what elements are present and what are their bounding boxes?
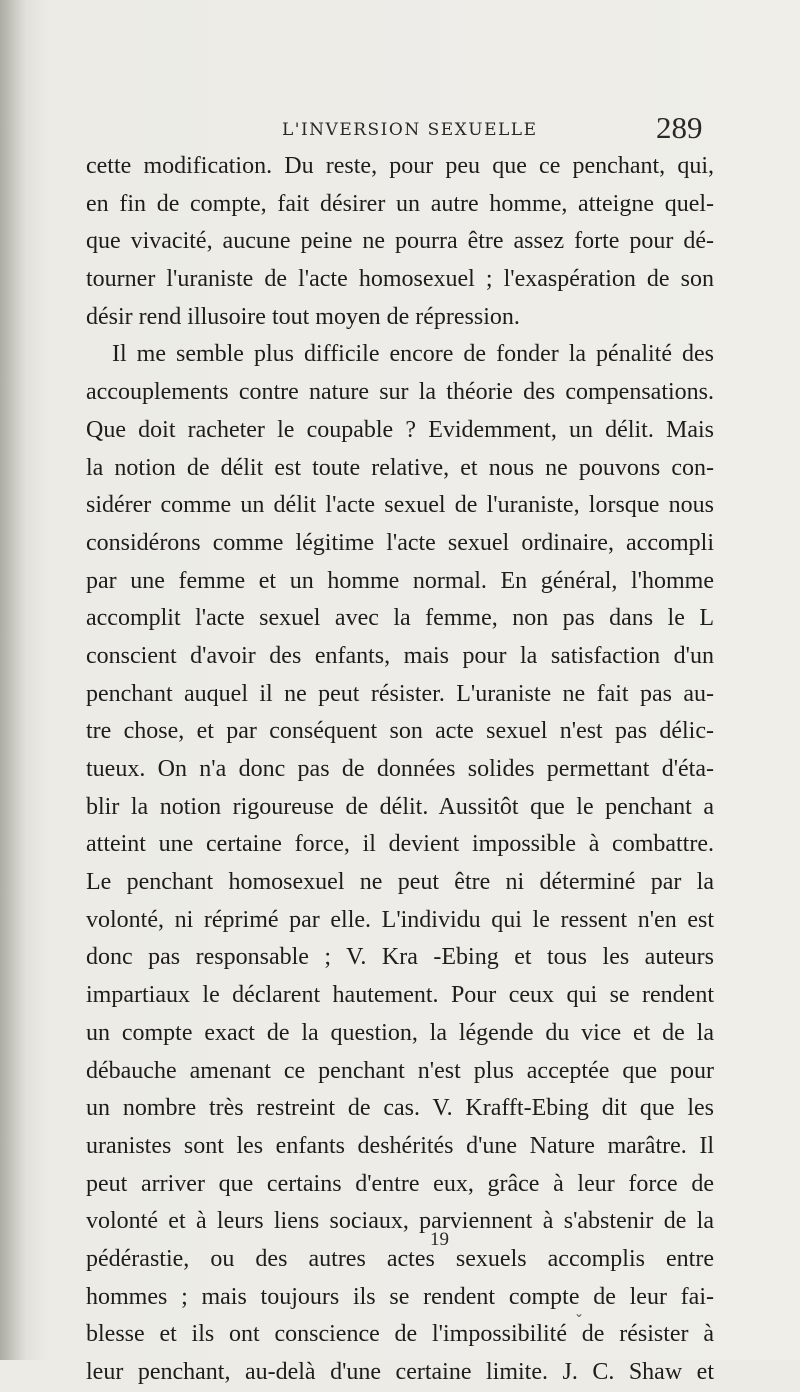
text-line: désir rend illusoire tout moyen de répression. xyxy=(86,303,520,330)
text-line: un nombre très restreint de cas. V. Krafft-Ebing dit que les xyxy=(86,1095,714,1122)
text-line: tre chose, et par conséquent son acte sexuel n'est pas délic- xyxy=(86,718,714,745)
text-line: blesse et ils ont conscience de l'impossibilité de résister à xyxy=(86,1321,714,1348)
text-line: impartiaux le déclarent hautement. Pour ceux qui se rendent xyxy=(86,982,714,1009)
text-line: la notion de délit est toute relative, et nous ne pouvons con- xyxy=(86,454,714,481)
text-line: peut arriver que certains d'entre eux, grâce à leur force de xyxy=(86,1170,714,1197)
signature-mark: 19 xyxy=(430,1229,449,1250)
text-line: blir la notion rigoureuse de délit. Aussitôt que le penchant a xyxy=(86,793,714,820)
text-line: par une femme et un homme normal. En général, l'homme xyxy=(86,567,714,594)
text-line: uranistes sont les enfants deshérités d'une Nature marâtre. Il xyxy=(86,1132,714,1159)
text-line: leur penchant, au-delà d'une certaine limite. J. C. Shaw et xyxy=(86,1359,714,1385)
text-line: Le penchant homosexuel ne peut être ni déterminé par la xyxy=(86,869,714,896)
text-line: cette modification. Du reste, pour peu que ce penchant, qui, xyxy=(86,153,714,179)
text-line: en fin de compte, fait désirer un autre homme, atteigne quel- xyxy=(86,190,714,217)
text-line: Que doit racheter le coupable ? Evidemment, un délit. Mais xyxy=(86,416,714,443)
text-line: volonté, ni réprimé par elle. L'individu qui le ressent n'en est xyxy=(86,906,714,933)
text-line: considérons comme légitime l'acte sexuel ordinaire, accompli xyxy=(86,529,714,556)
text-line: Il me semble plus difficile encore de fonder la pénalité des xyxy=(112,341,714,368)
text-line: penchant auquel il ne peut résister. L'uraniste ne fait pas au- xyxy=(86,680,714,707)
text-line: pédérastie, ou des autres actes sexuels accomplis entre xyxy=(86,1245,714,1272)
text-line: conscient d'avoir des enfants, mais pour la satisfaction d'un xyxy=(86,642,714,669)
page-number: 289 xyxy=(656,110,703,145)
tick-mark: ⌄ xyxy=(574,1306,585,1320)
text-line: débauche amenant ce penchant n'est plus acceptée que pour xyxy=(86,1057,714,1084)
text-line: tourner l'uraniste de l'acte homosexuel ; l'exaspération de son xyxy=(86,266,714,293)
text-line: un compte exact de la question, la légende du vice et de la xyxy=(86,1019,714,1046)
text-line: hommes ; mais toujours ils se rendent compte de leur fai- xyxy=(86,1283,714,1310)
gutter-shadow xyxy=(0,0,26,1360)
body-text xyxy=(86,148,714,1392)
text-line: tueux. On n'a donc pas de données solides permettant d'éta- xyxy=(86,756,714,782)
running-head xyxy=(0,108,800,148)
text-line: volonté et à leurs liens sociaux, parviennent à s'abstenir de la xyxy=(86,1208,714,1235)
text-line: que vivacité, aucune peine ne pourra être assez forte pour dé- xyxy=(86,228,714,255)
text-line: donc pas responsable ; V. Kra -Ebing et tous les auteurs xyxy=(86,944,714,971)
text-line: accomplit l'acte sexuel avec la femme, non pas dans le L xyxy=(86,605,714,632)
text-line: sidérer comme un délit l'acte sexuel de l'uraniste, lorsque nous xyxy=(86,492,714,519)
text-line: accouplements contre nature sur la théorie des compensations. xyxy=(86,379,714,406)
running-title: L'INVERSION SEXUELLE xyxy=(282,120,538,140)
text-line: atteint une certaine force, il devient impossible à combattre. xyxy=(86,831,714,858)
